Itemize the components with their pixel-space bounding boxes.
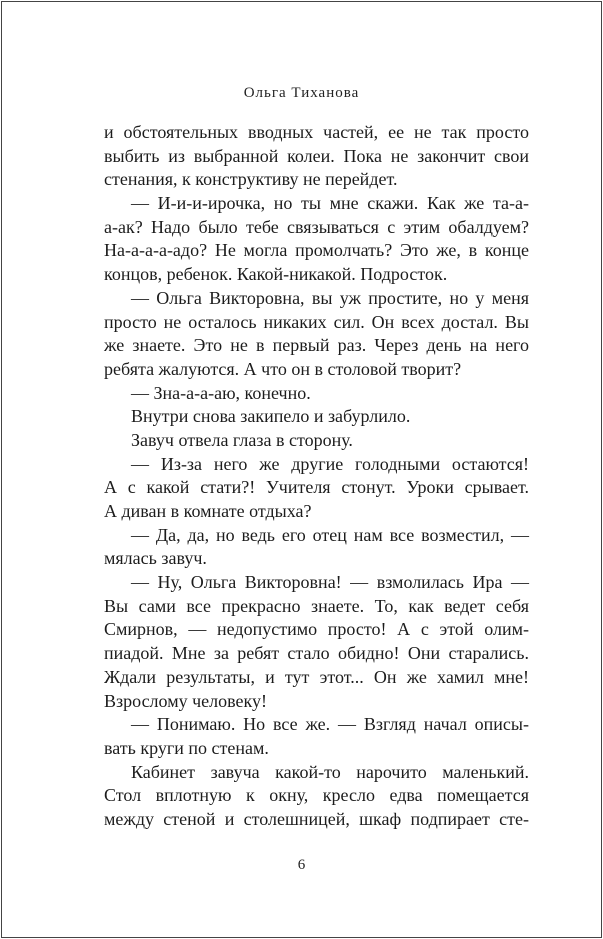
text-line: вать круги по стенам.	[104, 737, 269, 758]
text-line: — Ну, Ольга Викторовна! — взмолилась Ира —	[131, 572, 529, 593]
text-line: Внутри снова закипело и забурлило.	[131, 406, 411, 427]
text-line: выбить из выбранной колеи. Пока не закончит свои	[104, 145, 529, 166]
text-line: Завуч отвела глаза в сторону.	[131, 429, 353, 450]
text-line: а-ак? Надо было тебе связываться с этим обалдуем?	[104, 216, 529, 237]
text-line: — Зна-а-а-аю, конечно.	[131, 382, 311, 403]
text-line: Взрослому человеку!	[104, 690, 267, 711]
text-line: — И-и-и-ирочка, но ты мне скажи. Как же та-а-	[131, 193, 529, 214]
text-line: между стеной и столешницей, шкаф подпирает сте-	[104, 808, 529, 829]
text-line: и обстоятельных вводных частей, ее не так просто	[104, 122, 529, 142]
text-line: мялась завуч.	[104, 548, 207, 569]
text-line: Стол вплотную к окну, кресло едва помещается	[104, 785, 529, 806]
text-line: — Да, да, но ведь его отец нам все возместил, —	[131, 524, 529, 545]
book-page	[1, 1, 602, 938]
page-number: 6	[297, 857, 306, 873]
text-line: А с какой стати?! Учителя стонут. Уроки срывает.	[104, 477, 529, 498]
text-line: — Понимаю. Но все же. — Взгляд начал описы-	[131, 714, 529, 735]
text-line: Вы сами все прекрасно знаете. То, как ведет себя	[104, 595, 529, 616]
text-line: просто не осталось никаких сил. Он всех достал. Вы	[104, 311, 529, 332]
text-line: На-а-а-а-адо? Не могла промолчать? Это же, в конце	[104, 240, 529, 261]
text-line: А диван в комнате отдыха?	[104, 501, 312, 521]
text-line: Ждали результаты, и тут этот... Он же хамил мне!	[104, 666, 529, 687]
running-header: Ольга Тиханова	[243, 85, 360, 101]
body-text	[104, 121, 529, 832]
text-line: пиадой. Мне за ребят стало обидно! Они старались.	[104, 643, 529, 664]
text-line: стенания, к конструктиву не перейдет.	[104, 169, 398, 190]
text-line: ребята жалуются. А что он в столовой творит?	[104, 358, 462, 379]
text-line: — Из-за него же другие голодными остаются!	[131, 453, 529, 474]
text-line: концов, ребенок. Какой-никакой. Подросток.	[104, 264, 448, 285]
text-line: же знаете. Это не в первый раз. Через день на него	[104, 335, 529, 356]
text-line: — Ольга Викторовна, вы уж простите, но у меня	[131, 287, 529, 308]
text-line: Смирнов, — недопустимо просто! А с этой олим-	[104, 619, 529, 640]
text-line: Кабинет завуча какой-то нарочито маленький.	[131, 761, 529, 782]
